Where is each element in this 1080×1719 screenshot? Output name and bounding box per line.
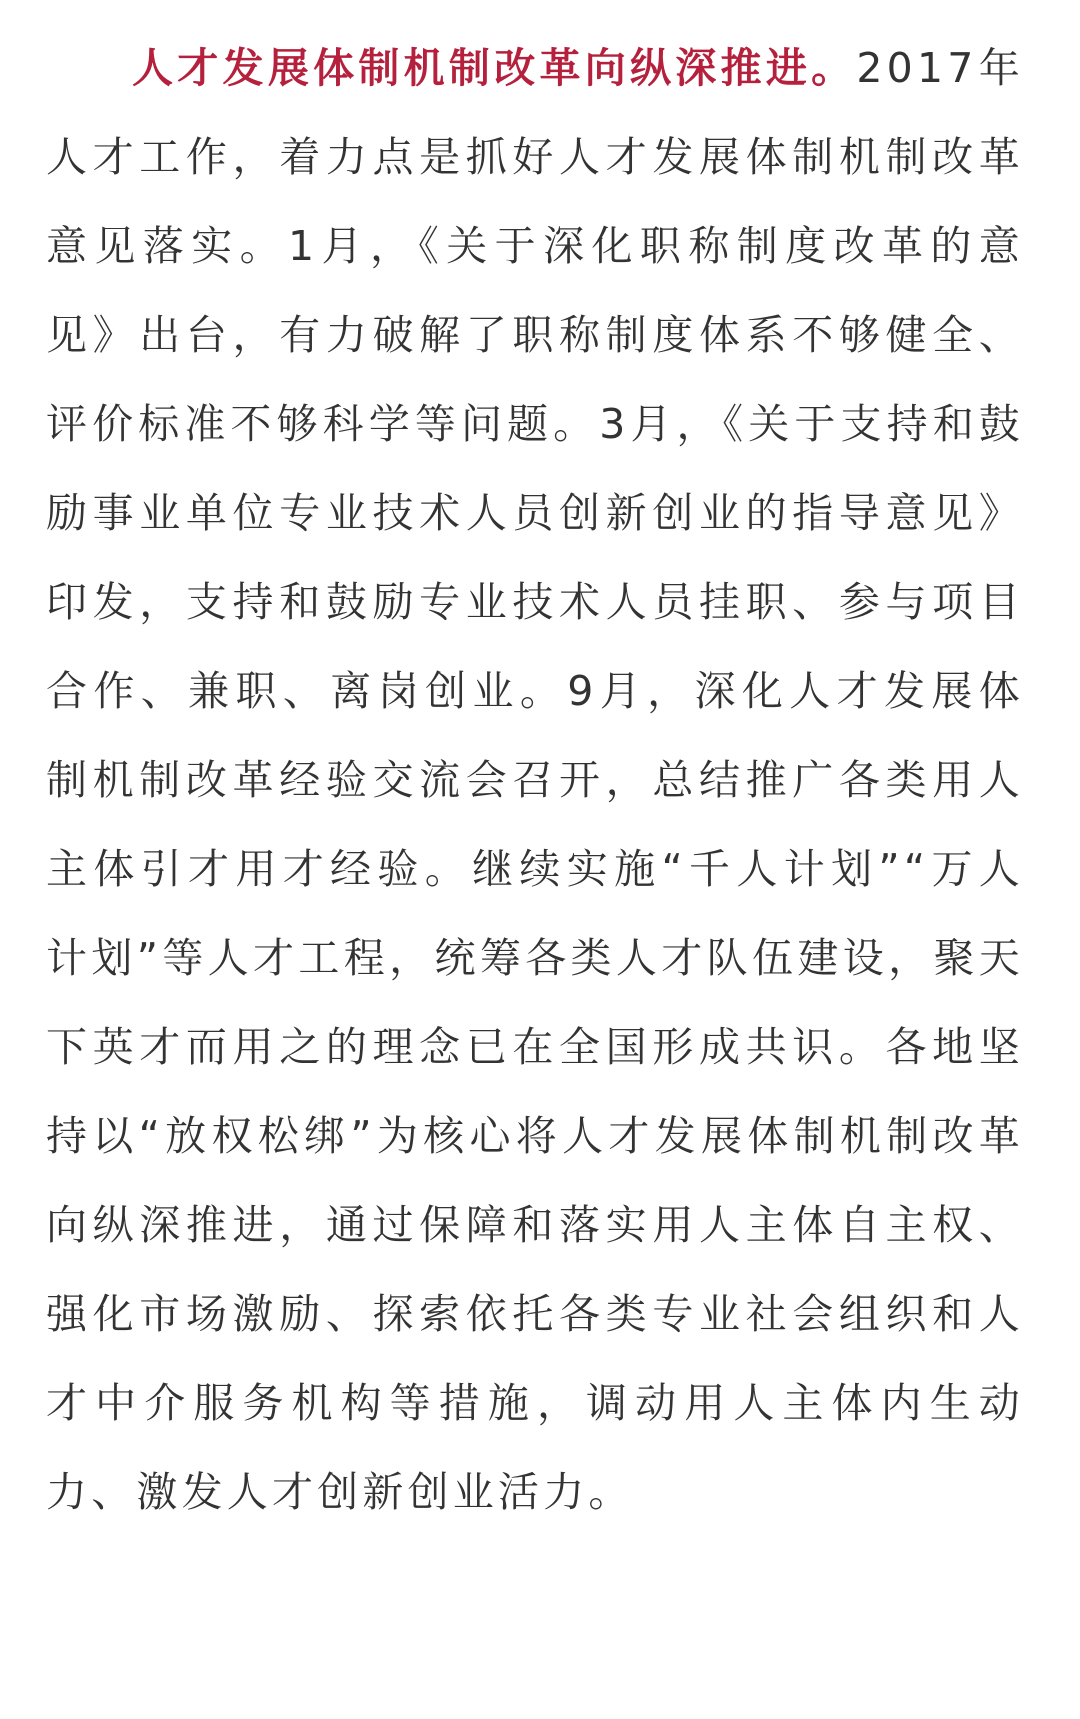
article-paragraph: [46, 24, 1024, 1537]
paragraph-body-text: 2017年人才工作，着力点是抓好人才发展体制机制改革意见落实。1月，《关于深化职称制度改革的意见》出台，有力破解了职称制度体系不够健全、评价标准不够科学等问题。3月，《关于支持和鼓励事业单位专业技术人员创新创业的指导意见》印发，支持和鼓励专业技术人员挂职、参与项目合作、兼职、离岗创业。9月，深化人才发展体制机制改革经验交流会召开，总结推广各类用人主体引才用才经验。继续实施“千人计划”“万人计划”等人才工程，统筹各类人才队伍建设，聚天下英才而用之的理念已在全国形成共识。各地坚持以“放权松绑”为核心将人才发展体制机制改革向纵深推进，通过保障和落实用人主体自主权、强化市场激励、探索依托各类专业社会组织和人才中介服务机构等措施，调动用人主体内生动力、激发人才创新创业活力。: [46, 44, 1025, 1516]
highlighted-lead-sentence: 人才发展体制机制改革向纵深推进。: [132, 44, 857, 92]
